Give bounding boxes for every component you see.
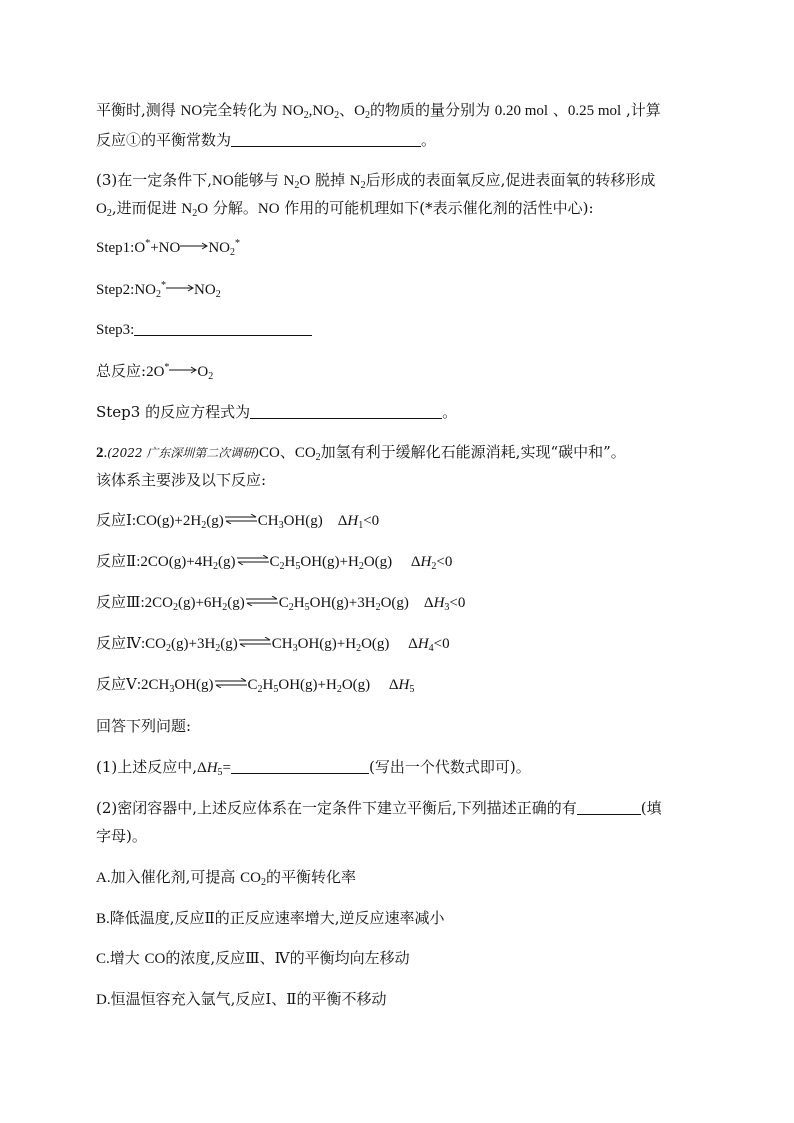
equilibrium-arrow-icon <box>224 514 258 524</box>
sub1-line: (1)上述反应中$,\Delta H_5=$ (写出一个代数式即可)。 <box>96 758 531 778</box>
option-d: D.恒温恒容充入氩气,反应Ⅰ、Ⅱ的平衡不移动 <box>96 990 387 1008</box>
reaction-5: 反应$Ⅴ:2CH_3OH(g)$ $C_2H_5OH(g)+H_2O(g)$ $\Delta H_5$ <box>96 677 415 695</box>
reaction-2: 反应$Ⅱ:2CO(g)+4H_2(g)$ $C_2H_5OH(g)+H_2O(g)$ $\Delta H_2<0$ <box>96 554 453 572</box>
answer-blank-choices[interactable] <box>577 800 641 815</box>
intro-line-2-suffix: 。 <box>421 131 437 149</box>
step3-line <box>96 320 312 340</box>
sub2-suffix: (填 <box>640 799 662 817</box>
reaction-4: 反应$Ⅳ:CO_2(g)+3H_2(g)$ $CH_3OH(g)+H_2O(g)$ $\Delta H_4<0$ <box>96 636 450 654</box>
reaction-3: 反应$Ⅲ:2CO_2(g)+6H_2(g)$ $C_2H_5OH(g)+3H_2O(g)$ $\Delta H_3<0$ <box>96 595 466 613</box>
step3-label: Step3: <box>96 322 135 338</box>
sub2-line-1 <box>96 798 662 818</box>
question-number: 2 <box>96 445 104 461</box>
intro-line-1: 平衡时,测得 NO完全转化为 $NO_2,NO_2$、$O_2$的物质的量分别为 0.20 mol 、0.25 mol ,计算 <box>96 101 661 121</box>
step2-equation: $Step2:NO_2^*$ $NO_2$ <box>96 280 221 300</box>
step3-question-suffix: 。 <box>442 403 458 421</box>
equilibrium-arrow-icon <box>238 637 272 647</box>
sub2-line-2: 字母)。 <box>96 827 147 845</box>
option-c: C.增大 CO的浓度,反应Ⅲ、Ⅳ的平衡均向左移动 <box>96 949 410 967</box>
prompt-line: 回答下列问题: <box>96 717 192 735</box>
reaction-1: 反应$Ⅰ:CO(g)+2H_2(g)$ $CH_3OH(g)$ $\Delta H_1<0$ <box>96 513 380 531</box>
total-label: 总反应: <box>96 362 147 380</box>
intro-line-2 <box>96 130 436 150</box>
equilibrium-arrow-icon <box>245 596 279 606</box>
option-a: A.加入催化剂,可提高 $CO_2$的平衡转化率 <box>96 868 356 888</box>
q2-line-2: 该体系主要涉及以下反应: <box>96 471 267 489</box>
total-reaction: 总反应:2O* $O_2$ <box>96 362 214 382</box>
question-source: (2022 广东深圳第二次调研) <box>107 446 259 460</box>
reaction-arrow-icon <box>180 241 208 251</box>
answer-blank-dH5[interactable] <box>231 759 369 774</box>
reaction-label: 反应Ⅰ: <box>96 513 137 529</box>
q2-line-1: 2.(2022 广东深圳第二次调研)CO、$CO_2$加氢有利于缓解化石能源消耗,实现“碳中和”。 <box>96 443 626 463</box>
step1-label: Step1: <box>96 240 135 256</box>
option-b: B.降低温度,反应Ⅱ的正反应速率增大,逆反应速率减小 <box>96 909 445 927</box>
intro-line-2-prefix: 反应①的平衡常数为 <box>96 131 232 149</box>
answer-blank-step3[interactable] <box>134 321 312 336</box>
step1-equation: Step1:O*+NO $NO_2^*$ <box>96 238 240 258</box>
step3-question <box>96 402 457 422</box>
reaction-label: 反应Ⅲ: <box>96 595 145 611</box>
answer-blank-equilibrium-constant[interactable] <box>231 132 421 147</box>
sub2-prefix: (2)密闭容器中,上述反应体系在一定条件下建立平衡后,下列描述正确的有 <box>96 799 577 817</box>
reaction-label: 反应Ⅳ: <box>96 636 146 652</box>
step2-label: Step2: <box>96 282 135 298</box>
equilibrium-arrow-icon <box>236 555 270 565</box>
part3-line-1: (3)在一定条件下,NO能够与 $N_2O$ 脱掉 $N_2$后形成的表面氧反应,促进表面氧的转移形成 <box>96 171 656 191</box>
reaction-label: 反应Ⅱ: <box>96 554 141 570</box>
answer-blank-step3-equation[interactable] <box>250 404 442 419</box>
reaction-arrow-icon <box>169 365 197 375</box>
step3-question-prefix: Step3 的反应方程式为 <box>96 403 251 421</box>
equilibrium-arrow-icon <box>214 678 248 688</box>
reaction-label: 反应Ⅴ: <box>96 677 142 693</box>
reaction-arrow-icon <box>166 283 194 293</box>
part3-line-2: $O_2$,进而促进 $N_2O$ 分解。NO 作用的可能机理如下(*表示催化剂的活性中心): <box>96 199 594 219</box>
